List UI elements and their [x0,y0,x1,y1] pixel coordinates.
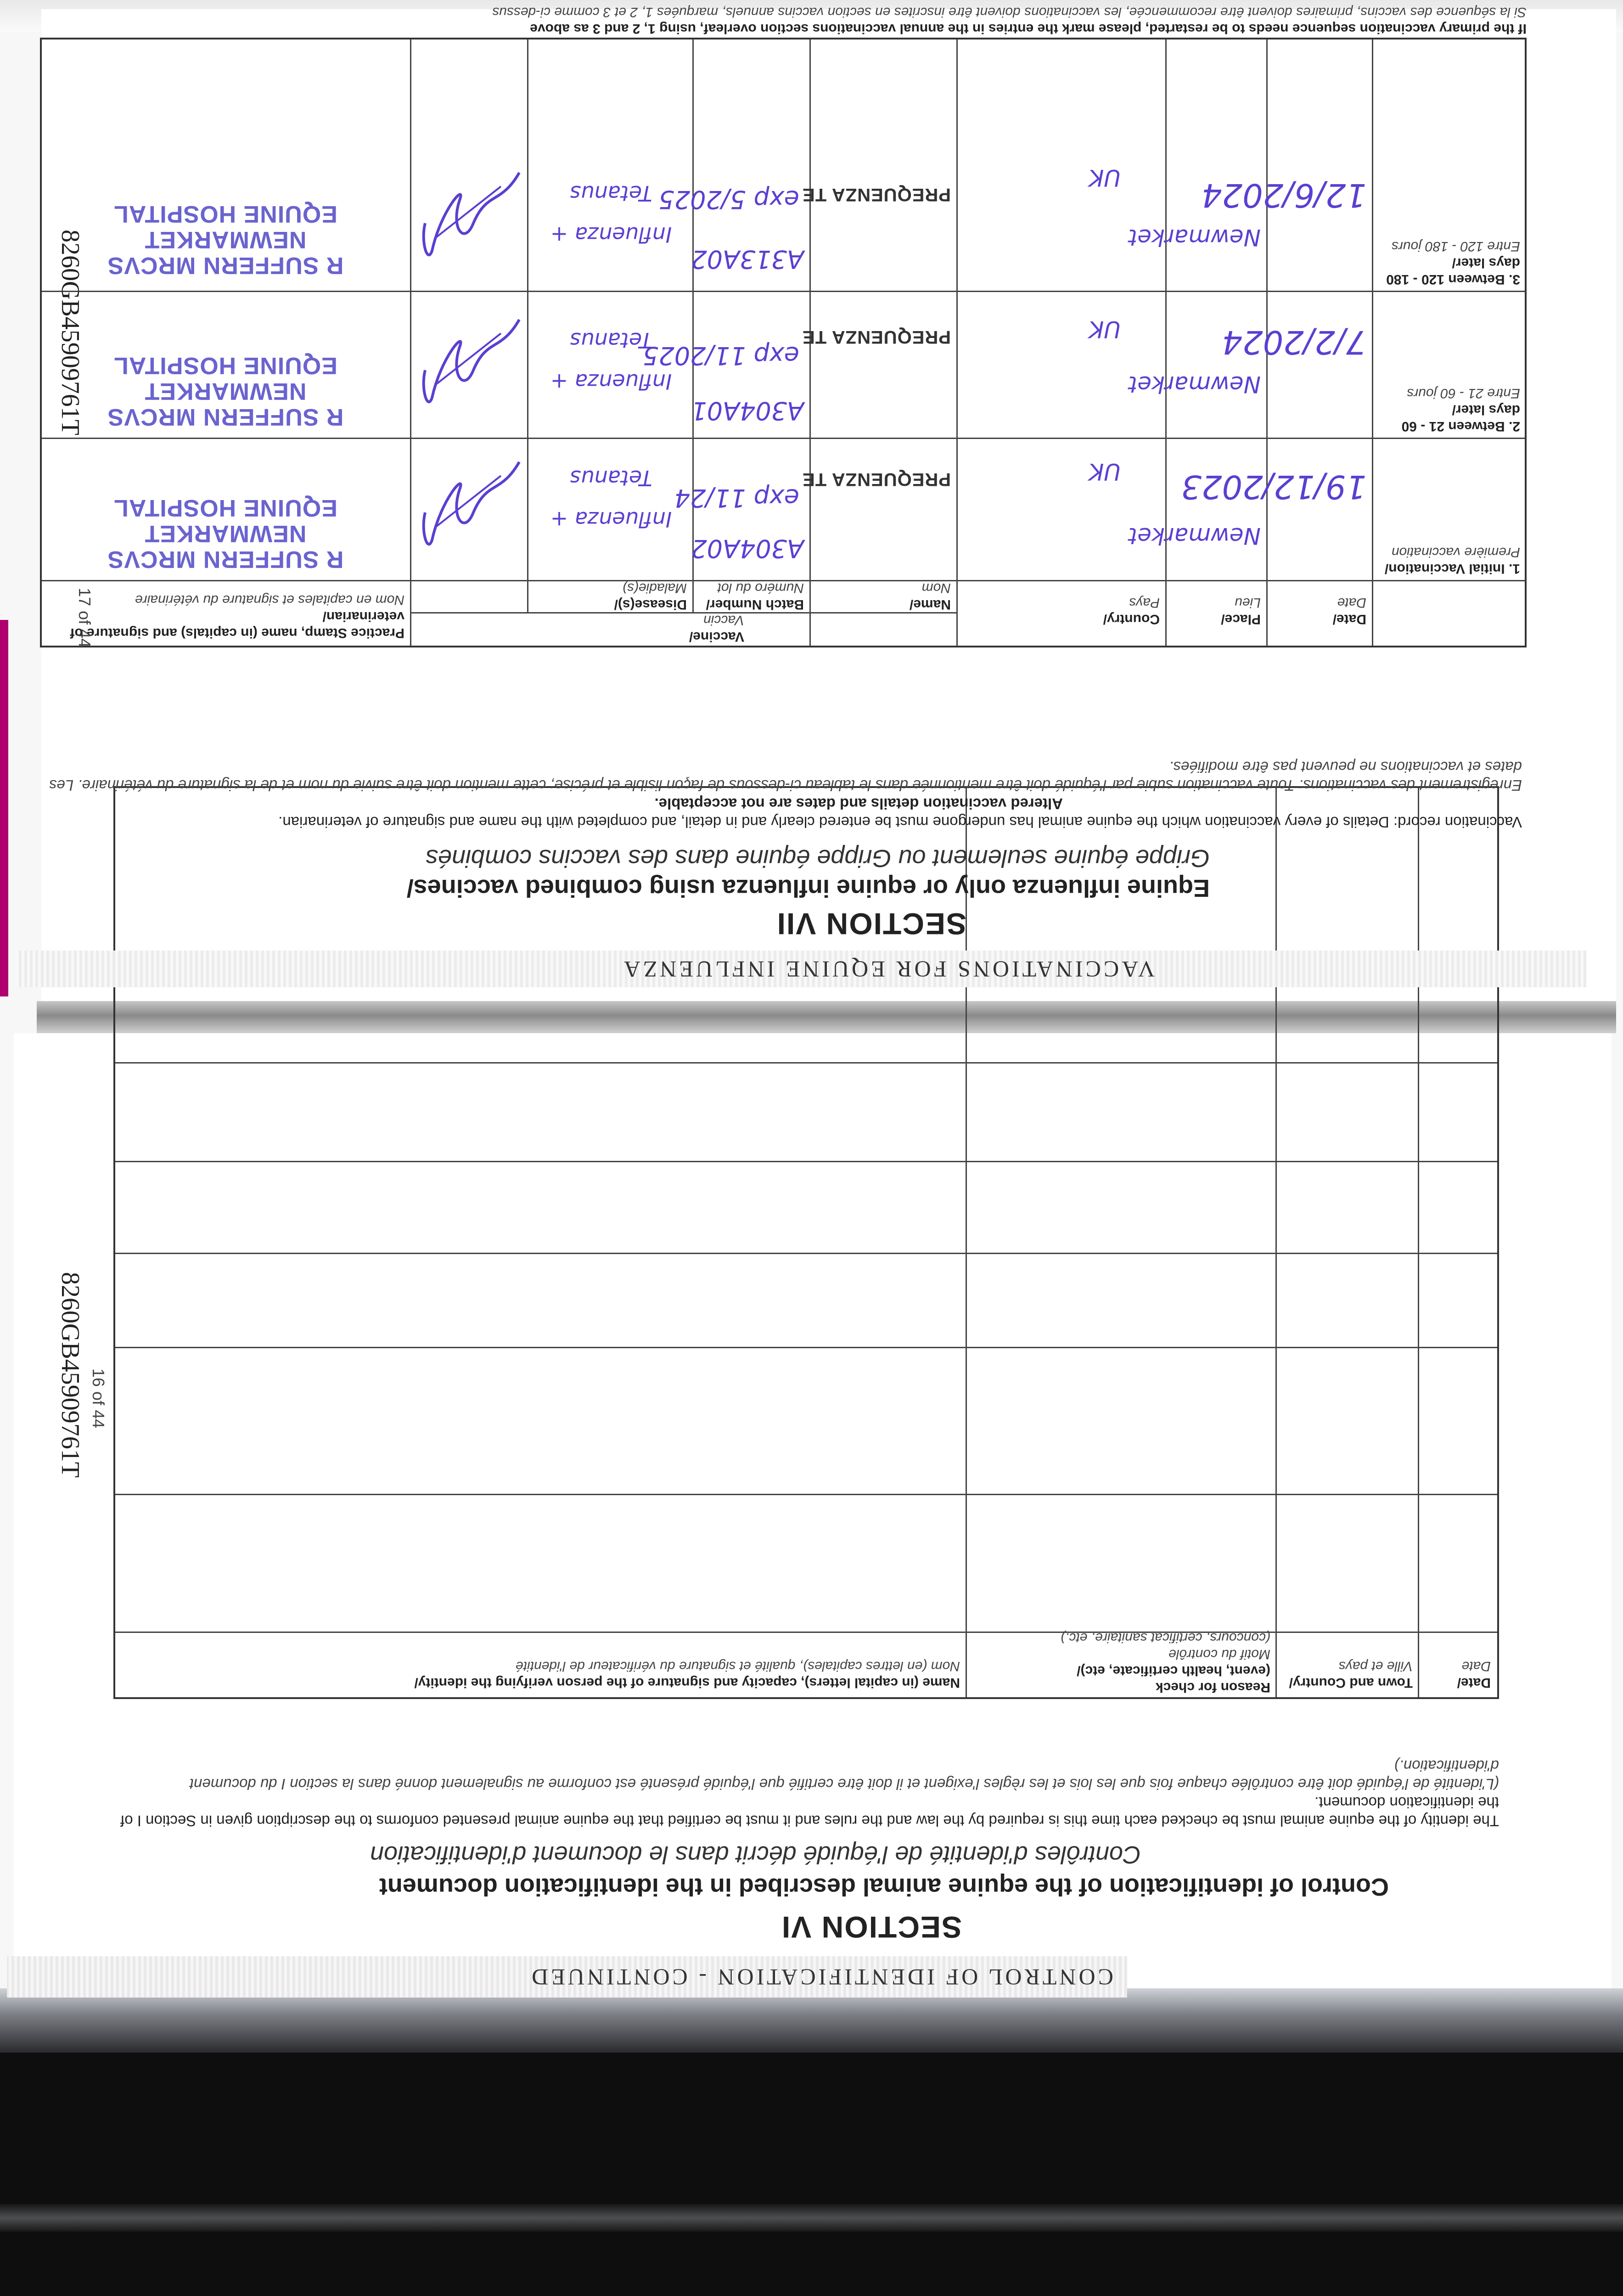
row-3-country: UK [1089,164,1121,191]
page-number: 16 of 44 [89,1368,108,1429]
col-name-label: Name (in capital letters), capacity and signature of the person verifying the identity/ [414,1675,960,1690]
row-2-vaccine-name: PREQUENZA TE [802,327,951,347]
row-divider [115,1494,1497,1495]
col-name-header [124,1658,960,1691]
record-warning: Altered vaccination details and dates are not acceptable. [654,795,1063,812]
page-16-title: Control of identification of the equine animal described in the identification document [379,1873,1389,1901]
col-disease-header [614,580,687,613]
row-1-batch: A304A02 [691,534,804,563]
col-reason-header [972,1629,1270,1695]
row-3-disease: Influenza + Tetanus [550,181,672,247]
col-disease-label-fr: Maladie(s) [622,580,687,596]
record-en: Vaccination record: Details of every vaccination which the equine animal has undergone must be entered clearly and in detail, and completed with the name and signature of veterinarian. [278,814,1522,831]
row-3-batch: A313A02 [691,245,804,274]
page-17-title-fr: Grippe équine seulement ou Grippe équine dans des vaccins combinés [425,844,1210,872]
row-1-date: 19/12/2023 [1181,468,1366,506]
col-divider [1372,39,1373,646]
row-divider [115,1062,1497,1064]
row-2-title: 2. Between 21 - 60 [1401,419,1520,434]
row-2-title-2: days later/ [1452,402,1520,417]
intro-fr: (L'identité de l'équidé doit être contrôlée chaque fois que les lois et les règles l'exigent et il doit être certifié que l'équidé présenté est conforme au signalement donné dans la section I du document d'identification.) [189,1757,1499,1793]
row-divider [115,1161,1497,1162]
stamp-line-1: R SUFFERN MRCVS [107,546,344,573]
row-3-expiry: exp 5/2025 [658,185,799,214]
col-stamp-header [46,591,404,641]
col-reason-label: Reason for check [1155,1680,1270,1695]
row-2-batch: A304A01 [691,396,804,425]
col-date-label: Date/ [1332,612,1366,627]
col-date-label: Date/ [1457,1675,1491,1690]
col-date-header [1333,594,1366,627]
primary-sequence-footnote [44,4,1527,37]
col-date-header [1422,1658,1491,1691]
col-reason-label-fr-2: (concours, certificat sanitaire, etc.) [1061,1630,1270,1645]
col-name-label: Name/ [909,597,951,612]
row-3-vaccine-name: PREQUENZA TE [802,185,951,205]
page-16-intro [108,1756,1499,1830]
page-number: 17 of 44 [75,588,94,648]
row-divider [115,1347,1497,1348]
passport-id: 8260GB45909761T [56,230,84,435]
col-vaccine-label-fr: Vaccin [703,613,744,628]
page-16-title-fr: Contrôles d'identité de l'équidé décrit dans le document d'identification [370,1841,1141,1868]
passport-id: 8260GB45909761T [56,1272,84,1478]
col-name-header [910,580,951,613]
stamp-line-3: EQUINE HOSPITAL [113,352,337,379]
row-3-practice-stamp [46,201,404,278]
intro-en: The identity of the equine animal must be checked each time this is required by the law and the rules and it must be certified that the equine animal presented conforms to the description given in Section I of the identification document. [120,1794,1499,1829]
row-2-place: Newmarket [1128,371,1261,398]
row-2-date: 7/2/2024 [1222,323,1366,361]
row-divider [42,291,1525,292]
row-2-country: UK [1089,316,1121,343]
stamp-line-3: EQUINE HOSPITAL [113,201,337,227]
row-3-vet-signature [409,159,528,278]
col-divider [1275,788,1277,1697]
col-date-label-fr: Date [1337,595,1366,610]
row-1-label [1378,544,1520,577]
row-3-place: Newmarket [1128,224,1261,251]
col-date-label-fr: Date [1461,1659,1491,1674]
row-2-expiry: exp 11/2025 [643,341,799,370]
col-town-header [1280,1658,1413,1691]
stamp-line-2: NEWMARKET [144,520,307,547]
col-vaccine-label: Vaccine/ [689,629,744,644]
col-name-label-fr: Nom (en lettres capitales), qualité et signature du vérificateur de l'identité [516,1659,960,1674]
stamp-line-3: EQUINE HOSPITAL [113,495,337,521]
col-town-label: Town and Country/ [1289,1675,1413,1690]
col-vaccine-header [689,612,744,645]
stamp-line-1: R SUFFERN MRCVS [107,252,344,279]
col-country-header [1103,594,1160,627]
col-divider [1165,39,1167,646]
col-town-label-fr: Ville et pays [1338,1659,1413,1674]
stamp-line-2: NEWMARKET [144,226,307,253]
stamp-line-1: R SUFFERN MRCVS [107,404,344,430]
row-1-expiry: exp 11/24 [674,484,799,512]
row-divider [115,1632,1497,1633]
section-title: SECTION VII [776,907,966,941]
col-reason-label-fr: Motif du contrôle [1168,1647,1270,1662]
col-place-header [1221,594,1261,627]
page-17-title: Equine influenza only or equine influenza using combined vaccines/ [406,874,1210,902]
row-1-vet-signature [409,448,528,568]
col-stamp-label: Practice Stamp, name (in capitals) and signature of veterinarian/ [70,609,404,641]
col-divider [692,39,694,613]
row-1-title: 1. Initial Vaccination/ [1384,561,1520,576]
row-3-title: 3. Between 120 - 180 [1386,272,1520,287]
col-divider [1418,788,1419,1697]
row-1-practice-stamp [46,495,404,572]
stamp-line-2: NEWMARKET [144,378,307,405]
col-batch-label-fr: Numéro du lot [717,580,804,596]
row-2-label [1378,385,1520,434]
row-1-disease: Influenza + Tetanus [550,466,672,532]
col-name-label-fr: Nom [921,580,951,596]
col-disease-label: Disease(s)/ [614,597,687,612]
row-1-title-fr: Première vaccination [1391,545,1520,560]
section-title: SECTION VI [781,1910,962,1944]
running-head: CONTROL OF IDENTIFICATION - CONTINUED [529,1964,1113,1990]
row-3-label [1378,238,1520,287]
row-2-title-fr: Entre 21 - 60 jours [1407,386,1520,401]
col-stamp-label-fr: Nom en capitales et signature du vétérinaire [135,592,404,608]
col-country-label-fr: Pays [1129,595,1160,610]
col-divider [956,39,958,646]
col-batch-header [706,580,804,613]
row-1-place: Newmarket [1128,523,1261,549]
row-2-disease: Influenza + Tetanus [550,328,672,394]
row-3-date: 12/6/2024 [1202,176,1366,214]
row-divider [115,1253,1497,1254]
footnote-fr: Si la séquence des vaccins, primaires doivent être recommencée, les vaccinations doivent être inscrites en section vaccins annuels, marquées 1, 2 et 3 comme ci-dessus [492,5,1527,20]
footnote-en: If the primary vaccination sequence needs to be restarted, please mark the entries in the annual vaccinations section overleaf, using 1, 2 and 3 as above [530,21,1527,36]
col-reason-label-2: (event, health certificate, etc)/ [1077,1663,1270,1678]
row-1-vaccine-name: PREQUENZA TE [802,469,951,490]
vaccination-record-note [39,758,1522,831]
row-3-title-2: days later/ [1452,255,1520,270]
vaccination-table [40,38,1527,647]
record-fr: Enregistrement des vaccinations: Toute vaccination subie par l'équidé doit être mentionnée dans le tableau ci-dessous de façon lisible et précise; cette mention doit être suivie du nom et de la signature du vétérinaire. Les dates et vaccinations ne peuvent pas être modifiées. [49,759,1522,794]
col-place-label: Place/ [1221,612,1261,627]
row-2-practice-stamp [46,353,404,430]
col-country-label: Country/ [1103,612,1160,627]
row-divider [42,438,1525,439]
col-batch-label: Batch Number/ [706,597,804,612]
row-3-title-fr: Entre 120 - 180 jours [1391,239,1520,254]
row-1-country: UK [1089,458,1121,485]
running-head: VACCINATIONS FOR EQUINE INFLUENZA [621,957,1155,982]
row-2-vet-signature [409,306,528,425]
col-place-label-fr: Lieu [1235,595,1261,610]
